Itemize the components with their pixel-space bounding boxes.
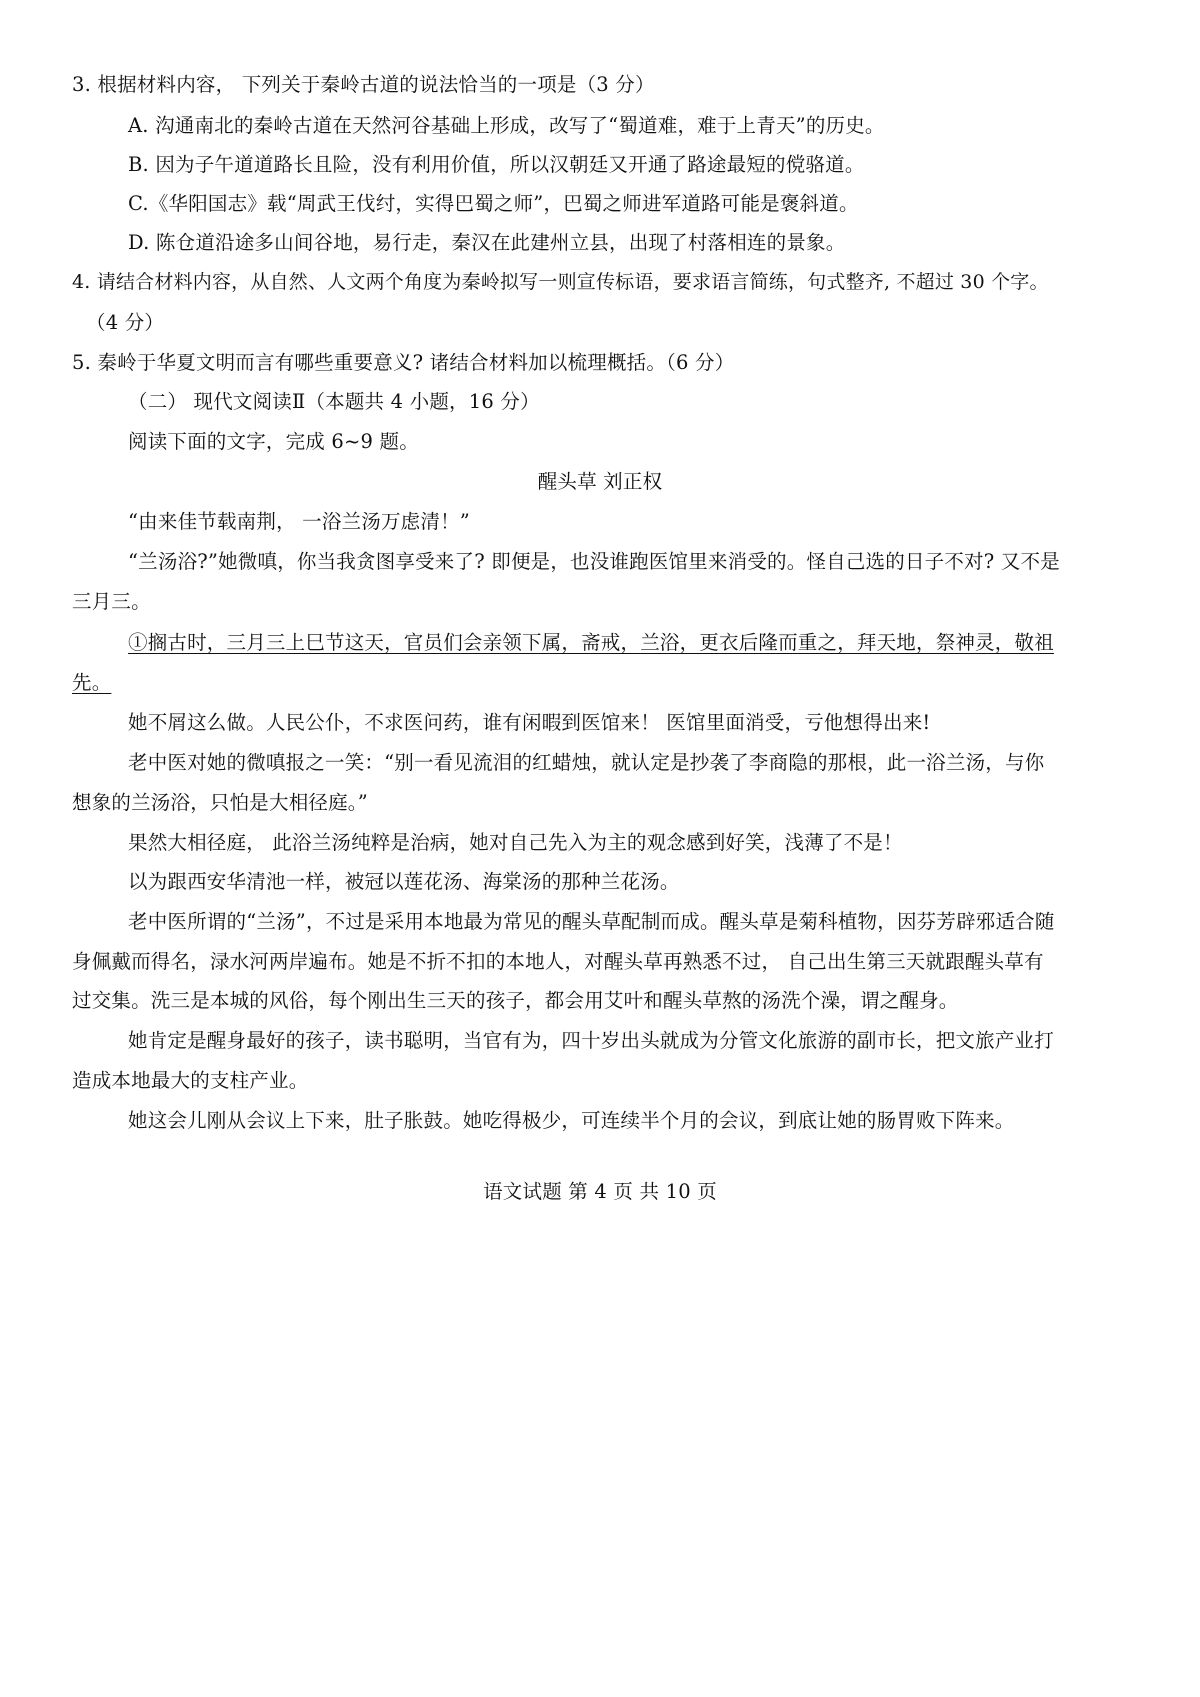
article-title: 醒头草 刘正权: [537, 470, 663, 493]
article-line-underlined: 先。: [72, 671, 112, 694]
article-line: 身佩戴而得名，渌水河两岸遍布。她是不折不扣的本地人，对醒头草再熟悉不过， 自己出生第三天就跟醒头草有: [72, 950, 1044, 973]
question-3-option-c: C.《华阳国志》载“周武王伐纣，实得巴蜀之师”，巴蜀之师进军道路可能是褒斜道。: [128, 192, 859, 215]
article-line: “由来佳节载南荆， 一浴兰汤万虑清！”: [128, 510, 470, 533]
article-line: 老中医所谓的“兰汤”，不过是采用本地最为常见的醒头草配制而成。醒头草是菊科植物，因芬芳辟邪适合随: [128, 910, 1055, 933]
section-heading: （二） 现代文阅读Ⅱ（本题共 4 小题，16 分）: [128, 390, 540, 413]
section-instruction: 阅读下面的文字，完成 6~9 题。: [128, 430, 419, 453]
article-line: 果然大相径庭， 此浴兰汤纯粹是治病，她对自己先入为主的观念感到好笑，浅薄了不是！: [128, 831, 903, 854]
question-4-stem: 4. 请结合材料内容，从自然、人文两个角度为秦岭拟写一则宣传标语，要求语言简练，句式整齐, 不超过 30 个字。: [72, 271, 1049, 293]
article-line: 她这会儿刚从会议上下来，肚子胀鼓。她吃得极少，可连续半个月的会议，到底让她的肠胃败下阵来。: [128, 1109, 1015, 1132]
question-3-option-d: D. 陈仓道沿途多山间谷地，易行走，秦汉在此建州立县，出现了村落相连的景象。: [128, 231, 846, 254]
article-line: 她肯定是醒身最好的孩子，读书聪明，当官有为，四十岁出头就成为分管文化旅游的副市长，把文旅产业打: [128, 1029, 1054, 1052]
article-line: 老中医对她的微嗔报之一笑：“别一看见流泪的红蜡烛，就认定是抄袭了李商隐的那根，此一浴兰汤，与你: [128, 751, 1045, 774]
article-line: “兰汤浴?”她微嗔，你当我贪图享受来了? 即便是，也没谁跑医馆里来消受的。怪自己选的日子不对? 又不是: [128, 550, 1060, 573]
question-3-option-b: B. 因为子午道道路长且险，没有利用价值，所以汉朝廷又开通了路途最短的傥骆道。: [128, 153, 865, 176]
question-3-option-a: A. 沟通南北的秦岭古道在天然河谷基础上形成，改写了“蜀道难，难于上青天”的历史。: [128, 114, 885, 137]
article-line: 三月三。: [72, 590, 151, 613]
question-4-score: （4 分）: [86, 311, 165, 334]
question-3-stem: 3. 根据材料内容， 下列关于秦岭古道的说法恰当的一项是（3 分）: [72, 73, 655, 96]
article-line: 想象的兰汤浴，只怕是大相径庭。”: [72, 791, 368, 814]
question-5-stem: 5. 秦岭于华夏文明而言有哪些重要意义? 诸结合材料加以梳理概括。（6 分）: [72, 351, 735, 374]
article-line: 造成本地最大的支柱产业。: [72, 1069, 309, 1092]
article-line: 她不屑这么做。人民公仆，不求医问药，谁有闲暇到医馆来！ 医馆里面消受，亏他想得出来!: [128, 711, 931, 734]
article-line-underlined: ①搁古时，三月三上巳节这天，官员们会亲领下属，斋戒，兰浴，更衣后隆而重之，拜天地，祭神灵，敬祖: [128, 631, 1054, 654]
page-footer: 语文试题 第 4 页 共 10 页: [483, 1180, 717, 1203]
article-line: 过交集。洗三是本城的风俗，每个刚出生三天的孩子，都会用艾叶和醒头草熬的汤洗个澡，谓之醒身。: [72, 989, 959, 1012]
article-line: 以为跟西安华清池一样，被冠以莲花汤、海棠汤的那种兰花汤。: [128, 870, 680, 893]
